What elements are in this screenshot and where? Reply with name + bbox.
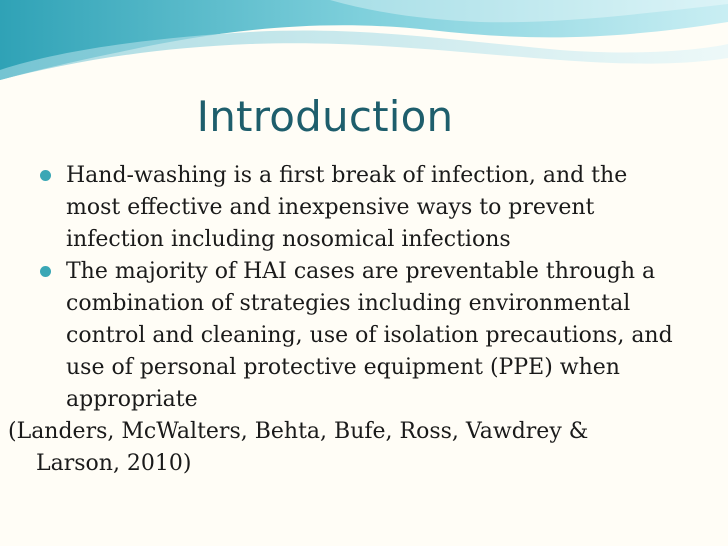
slide-title: Introduction xyxy=(196,92,454,141)
slide-body xyxy=(8,160,688,480)
citation-line-2: Larson, 2010) xyxy=(36,451,192,476)
bullet-item-1 xyxy=(38,160,688,256)
citation xyxy=(8,416,688,480)
bullet-text-1: Hand-washing is a first break of infection, and the most effective and inexpensive ways to prevent infection including nosomical infections xyxy=(66,163,628,252)
bullet-text-2: The majority of HAI cases are preventable through a combination of strategies including environmental control and cleaning, use of isolation precautions, and use of personal protective equipment (PPE) when appropriate xyxy=(66,259,673,412)
decorative-wave-header xyxy=(0,0,728,80)
citation-line-1: (Landers, McWalters, Behta, Bufe, Ross, Vawdrey & xyxy=(8,419,589,444)
bullet-item-2 xyxy=(38,256,688,416)
round-bullet-icon xyxy=(40,266,51,277)
round-bullet-icon xyxy=(40,170,51,181)
